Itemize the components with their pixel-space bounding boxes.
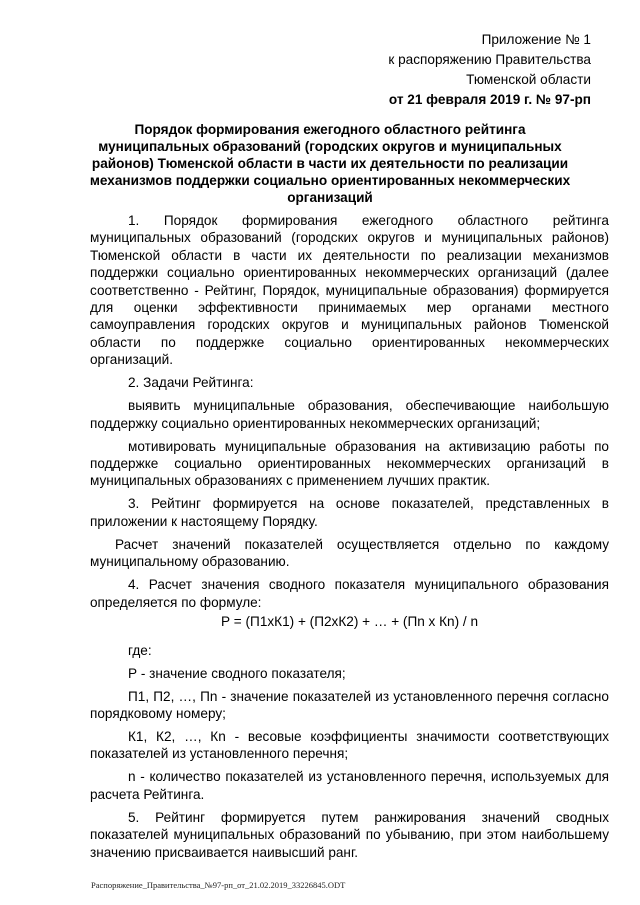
paragraph-2-task-1: выявить муниципальные образования, обеспечивающие наибольшую поддержку социально ориентированных некоммерческих организаций; bbox=[90, 398, 609, 431]
paragraph-2: 2. Задачи Рейтинга: bbox=[128, 375, 254, 391]
paragraph-3: 3. Рейтинг формируется на основе показателей, представленных в приложении к настоящему Порядку. bbox=[90, 496, 609, 529]
paragraph-3-calc: Расчет значений показателей осуществляется отдельно по каждому муниципальному образованию. bbox=[90, 536, 609, 570]
appendix-header bbox=[388, 30, 591, 110]
paragraph-1: 1. Порядок формирования ежегодного областного рейтинга муниципальных образований (городских округов и муниципальных районов) Тюменской области в части их деятельности по реализации механизмов поддержки социально ориентированных некоммерческих организаций (далее соответственно - Рейтинг, Порядок, муниципальные образования) формируется для оценки эффективности принимаемых мер органами местного самоуправления городских округов и муниципальных районов Тюменской области по поддержке социально ориентированных некоммерческих организаций. bbox=[90, 213, 609, 368]
definition-p: Р - значение сводного показателя; bbox=[128, 665, 346, 681]
document-body bbox=[90, 212, 609, 867]
document-title: Порядок формирования ежегодного областного рейтинга муниципальных образований (городских округов и муниципальных районов) Тюменской области в части их деятельности по реализации механизмов поддержки социально ориентированных некоммерческих организаций bbox=[89, 122, 571, 205]
definition-n: n - количество показателей из установленного перечня, используемых для расчета Рейтинга. bbox=[90, 769, 609, 802]
paragraph-4: 4. Расчет значения сводного показателя муниципального образования определяется по формуле: bbox=[90, 577, 609, 610]
appendix-order-ref: к распоряжению Правительства bbox=[388, 52, 591, 67]
paragraph-2-task-2: мотивировать муниципальные образования на активизацию работы по поддержке социально ориентированных некоммерческих организаций в муниципальных образованиях с применением лучших практик. bbox=[90, 438, 609, 489]
appendix-number: Приложение № 1 bbox=[481, 32, 591, 47]
definition-pi: П1, П2, …, Пn - значение показателей из установленного перечня согласно порядковому номеру; bbox=[90, 688, 609, 721]
definition-ki: К1, К2, …, Кn - весовые коэффициенты значимости соответствующих показателей из установленного перечня; bbox=[90, 728, 609, 762]
formula: Р = (П1хК1) + (П2хК2) + … + (Пn х Кn) / n bbox=[220, 614, 479, 630]
formula-where: где: bbox=[128, 642, 152, 658]
file-footer: Распоряжение_Правительства_№97-рп_от_21.02.2019_33226845.ODT bbox=[91, 880, 346, 890]
appendix-region: Тюменской области bbox=[466, 72, 591, 87]
paragraph-5: 5. Рейтинг формируется путем ранжирования значений сводных показателей муниципальных образований по убыванию, при этом наибольшему значению присваивается наивысший ранг. bbox=[90, 809, 609, 860]
appendix-date-number: от 21 февраля 2019 г. № 97-рп bbox=[388, 92, 591, 107]
